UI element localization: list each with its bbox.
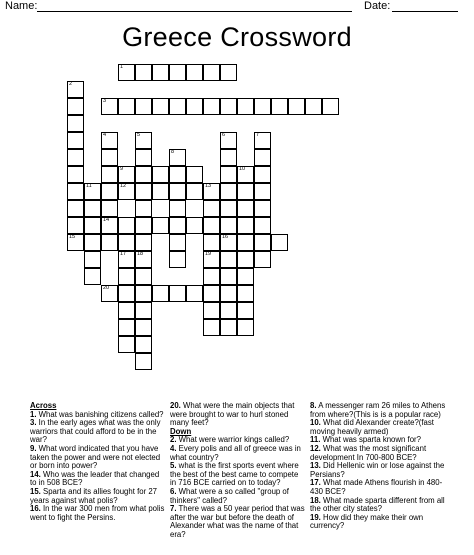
clue-item-text: What did Alexander create?(fast moving heavily armed) [310,418,434,436]
clue-item-number: 17. [310,478,321,488]
clue-item-number: 5. [170,461,177,471]
crossword-cell[interactable] [237,166,254,183]
crossword-cell[interactable] [135,302,152,319]
crossword-cell[interactable] [169,285,186,302]
crossword-cell[interactable] [101,285,118,302]
crossword-cell[interactable] [237,183,254,200]
clue-item-number: 8. [310,401,317,410]
crossword-cell[interactable] [220,166,237,183]
clue-item [170,462,305,488]
crossword-cell[interactable] [220,285,237,302]
crossword-cell[interactable] [169,251,186,268]
clue-item-text: What was banishing citizens called? [36,409,164,419]
crossword-cell[interactable] [152,64,169,81]
crossword-cell[interactable] [118,251,135,268]
page-title: Greece Crossword [122,22,352,52]
crossword-cell[interactable] [135,336,152,353]
clue-number: 7 [256,132,260,138]
down-clue-list-continued [310,402,455,531]
clue-number: 8 [171,149,175,155]
clue-item [30,445,165,471]
crossword-cell[interactable] [237,217,254,234]
crossword-cell[interactable] [169,166,186,183]
clue-item-text: There was a 50 year period that was after the war but before the death of Alexander what was the name of that era? [170,504,305,539]
clue-item [170,505,305,539]
clue-item [310,419,455,436]
crossword-cell[interactable] [237,268,254,285]
clue-item-number: 15. [30,486,41,496]
crossword-cell[interactable] [67,234,84,251]
clue-number: 10 [239,166,246,172]
crossword-cell[interactable] [84,234,101,251]
crossword-cell[interactable] [101,149,118,166]
crossword-cell[interactable] [135,166,152,183]
clue-item [30,488,165,505]
clue-number: 5 [137,132,141,138]
clue-item-text: Did Hellenic win or lose against the Persians? [310,461,445,479]
clue-number: 12 [120,183,127,189]
crossword-cell[interactable] [135,217,152,234]
crossword-cell[interactable] [254,149,271,166]
crossword-cell[interactable] [220,64,237,81]
crossword-cell[interactable] [203,285,220,302]
crossword-cell[interactable] [135,149,152,166]
crossword-cell[interactable] [84,183,101,200]
crossword-cell[interactable] [203,251,220,268]
clue-item [310,462,455,479]
crossword-cell[interactable] [135,251,152,268]
clue-item [310,402,455,419]
crossword-cell[interactable] [186,64,203,81]
clue-item-number: 10. [310,418,321,428]
clue-item-number: 1. [30,409,37,419]
crossword-cell[interactable] [271,98,288,115]
clue-item-number: 9. [30,443,37,453]
clue-item [170,445,305,462]
crossword-cell[interactable] [288,98,305,115]
crossword-cell[interactable] [186,166,203,183]
crossword-cell[interactable] [169,183,186,200]
clue-number: 15 [69,234,76,240]
crossword-cell[interactable] [203,302,220,319]
crossword-cell[interactable] [220,132,237,149]
clue-item-text: What word indicated that you have taken the power and were not elected or born into power? [30,443,161,471]
clue-item-number: 18. [310,495,321,505]
clues-column-1 [30,402,165,522]
crossword-cell[interactable] [152,166,169,183]
crossword-cell[interactable] [118,336,135,353]
clue-item-text: Every polis and all of greece was in what country? [170,443,301,462]
crossword-cell[interactable] [203,234,220,251]
date-label: Date: [364,0,391,12]
crossword-cell[interactable] [322,98,339,115]
clue-item-text: what is the first sports event where the best of the best came to compete in 716 BCE carried on to today? [170,461,299,488]
across-clue-list-continued [170,402,305,428]
across-clue-list [30,411,165,523]
crossword-cell[interactable] [135,319,152,336]
crossword-cell[interactable] [186,217,203,234]
clue-item-text: In the early ages what was the only warriors that could afford to be in the war? [30,418,161,445]
crossword-cell[interactable] [220,268,237,285]
clue-item-number: 12. [310,443,321,453]
crossword-cell[interactable] [271,234,288,251]
crossword-cell[interactable] [186,285,203,302]
crossword-cell[interactable] [135,234,152,251]
across-heading: Across [30,401,57,410]
crossword-cell[interactable] [186,183,203,200]
crossword-cell[interactable] [67,132,84,149]
name-label: Name: [5,0,38,12]
clue-item-text: In the war 300 men from what polis went to fight the Persins. [30,504,165,522]
crossword-cell[interactable] [169,234,186,251]
crossword-cell[interactable] [118,166,135,183]
down-clue-list [170,436,305,539]
crossword-cell[interactable] [135,268,152,285]
crossword-cell[interactable] [135,183,152,200]
crossword-cell[interactable] [254,132,271,149]
crossword-cell[interactable] [135,132,152,149]
crossword-cell[interactable] [67,217,84,234]
clue-item-number: 16. [30,504,41,514]
crossword-cell[interactable] [237,234,254,251]
clue-item-text: Sparta and its allies fought for 27 years against what polis? [30,486,158,505]
clue-item-number: 6. [170,486,177,496]
crossword-cell[interactable] [67,200,84,217]
crossword-cell[interactable] [169,64,186,81]
clue-item-text: How did they make their own currency? [310,512,424,531]
clues-column-2 [170,402,305,540]
clue-item-number: 4. [170,443,177,453]
crossword-cell[interactable] [135,64,152,81]
crossword-cell[interactable] [118,319,135,336]
crossword-cell[interactable] [135,200,152,217]
crossword-cell[interactable] [101,166,118,183]
crossword-cell[interactable] [254,200,271,217]
crossword-cell[interactable] [305,98,322,115]
clue-item [170,402,305,428]
clue-number: 4 [103,132,107,138]
clue-item [30,505,165,522]
clue-item [30,419,165,445]
crossword-cell[interactable] [203,183,220,200]
crossword-cell[interactable] [169,149,186,166]
clue-number: 9 [120,166,124,172]
crossword-cell[interactable] [101,234,118,251]
clue-item [310,514,455,531]
crossword-cell[interactable] [67,115,84,132]
crossword-cell[interactable] [118,183,135,200]
clue-number: 6 [222,132,226,138]
crossword-cell[interactable] [67,81,84,98]
clue-item-number: 13. [310,461,321,471]
clue-number: 13 [205,183,212,189]
crossword-cell[interactable] [118,285,135,302]
clue-item [30,471,165,488]
clue-number: 3 [103,98,107,104]
crossword-cell[interactable] [237,251,254,268]
clue-number: 11 [86,183,92,189]
clue-number: 14 [103,217,110,223]
clue-item [310,497,455,514]
crossword-cell[interactable] [220,183,237,200]
clue-item-number: 11. [310,435,321,445]
clues-column-3 [310,402,455,531]
crossword-cell[interactable] [152,183,169,200]
crossword-cell[interactable] [254,98,271,115]
crossword-cell[interactable] [101,217,118,234]
crossword-cell[interactable] [135,353,152,370]
clue-item-text: What was the most significant development In 700-800 BCE? [310,443,427,462]
crossword-cell[interactable] [84,268,101,285]
clue-item-number: 14. [30,469,41,479]
crossword-cell[interactable] [237,302,254,319]
crossword-cell[interactable] [101,132,118,149]
clue-item-text: A messenger ram 26 miles to Athens from where?(This is is a popular race) [310,401,446,419]
clue-item-number: 2. [170,435,177,445]
crossword-cell[interactable] [152,285,169,302]
crossword-cell[interactable] [67,166,84,183]
crossword-cell[interactable] [254,234,271,251]
crossword-cell[interactable] [67,183,84,200]
crossword-cell[interactable] [101,98,118,115]
clue-item-text: What was sparta known for? [320,435,421,445]
clue-item-number: 7. [170,504,177,514]
crossword-cell[interactable] [169,98,186,115]
crossword-cell[interactable] [203,200,220,217]
crossword-cell[interactable] [186,98,203,115]
crossword-cell[interactable] [220,98,237,115]
crossword-cell[interactable] [203,268,220,285]
crossword-cell[interactable] [254,251,271,268]
crossword-cell[interactable] [203,64,220,81]
crossword-cell[interactable] [220,200,237,217]
crossword-cell[interactable] [254,183,271,200]
crossword-cell[interactable] [118,98,135,115]
crossword-cell[interactable] [67,98,84,115]
crossword-cell[interactable] [135,285,152,302]
clue-item-text: What made Athens flourish in 480-430 BCE? [310,478,443,496]
crossword-cell[interactable] [220,319,237,336]
crossword-cell[interactable] [203,217,220,234]
clue-number: 19 [205,251,212,257]
down-heading: Down [170,426,192,436]
clue-item-number: 3. [30,418,37,428]
crossword-cell[interactable] [84,251,101,268]
clue-number: 2 [69,81,73,87]
crossword-cell[interactable] [220,217,237,234]
clue-item-text: What made sparta different from all the other city states? [310,495,445,514]
clue-number: 20 [103,285,110,291]
crossword-cell[interactable] [237,200,254,217]
crossword-cell[interactable] [101,200,118,217]
crossword-cell[interactable] [220,251,237,268]
crossword-cell[interactable] [203,98,220,115]
crossword-cell[interactable] [220,149,237,166]
crossword-cell[interactable] [135,98,152,115]
clue-number: 17 [120,251,127,257]
crossword-cell[interactable] [101,183,118,200]
crossword-cell[interactable] [118,302,135,319]
crossword-cell[interactable] [237,285,254,302]
clue-item-text: Who was the leader that changed to in 508 BCE? [30,469,160,488]
crossword-cell[interactable] [84,217,101,234]
clue-item-number: 20. [170,401,181,410]
crossword-cell[interactable] [220,234,237,251]
crossword-cell[interactable] [118,217,135,234]
crossword-cell[interactable] [237,319,254,336]
clue-number: 1 [120,64,124,70]
clue-item-number: 19. [310,512,321,522]
crossword-cell[interactable] [169,200,186,217]
clue-item-text: What were warrior kings called? [176,435,290,445]
crossword-cell[interactable] [152,217,169,234]
crossword-cell[interactable] [152,98,169,115]
crossword-cell[interactable] [118,64,135,81]
crossword-cell[interactable] [203,319,220,336]
crossword-cell[interactable] [220,302,237,319]
crossword-cell[interactable] [118,268,135,285]
clue-item [310,479,455,496]
clue-item-text: What were the main objects that were brought to war to hurl stoned many feet? [170,401,295,428]
crossword-cell[interactable] [254,166,271,183]
clue-item-text: What were a so called "group of thinkers" called? [170,486,289,505]
crossword-cell[interactable] [169,217,186,234]
clue-number: 18 [137,251,144,257]
crossword-cell[interactable] [118,234,135,251]
crossword-cell[interactable] [254,217,271,234]
clue-number: 16 [222,234,229,240]
crossword-cell[interactable] [67,149,84,166]
crossword-cell[interactable] [84,200,101,217]
clue-item [310,445,455,462]
crossword-cell[interactable] [237,98,254,115]
clue-item [170,488,305,505]
